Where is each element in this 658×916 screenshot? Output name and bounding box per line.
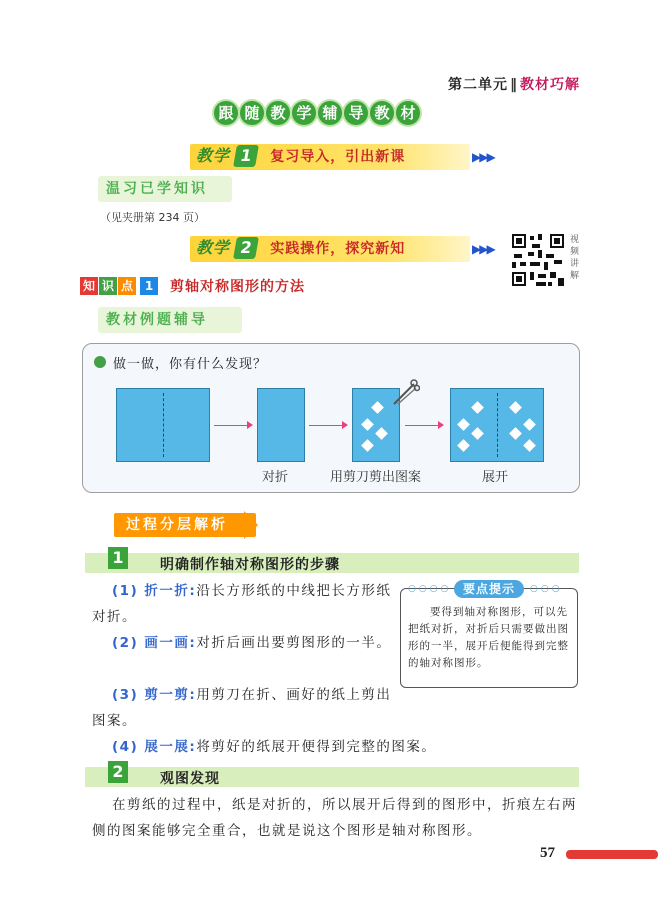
page-number: 57: [540, 845, 555, 861]
example-prompt: 做一做，你有什么发现？: [113, 357, 268, 372]
fold-line: [163, 393, 164, 457]
tip-title: 要点提示: [454, 580, 524, 598]
step1-title: 明确制作轴对称图形的步骤: [160, 557, 340, 573]
step1-item-3: [92, 682, 392, 734]
caption-cut: 用剪刀剪出图案: [330, 470, 422, 485]
step2-title: 观图发现: [160, 771, 220, 787]
arrow-head-icon: [438, 421, 444, 429]
arrow-head-icon: [247, 421, 253, 429]
paper-rectangle: [116, 388, 210, 462]
teach1-number: 1: [233, 145, 259, 167]
banner-char: 导: [344, 101, 368, 125]
step-label: (1) 折一折:: [112, 583, 197, 599]
bullet-icon: [94, 356, 106, 368]
teach1-label: 教学: [196, 146, 231, 165]
triple-arrow-icon: ▶▶▶: [472, 242, 494, 256]
tip-dots-right: ○○○: [530, 584, 563, 594]
step1-item-2: [92, 630, 392, 656]
banner-char: 辅: [318, 101, 342, 125]
step-text: 将剪好的纸展开便得到完整的图案。: [196, 739, 437, 755]
step2-number: 2: [108, 761, 128, 783]
kp-char: 点: [118, 277, 136, 295]
step-text: 对折后画出要剪图形的一半。: [196, 635, 392, 651]
scissors-icon: [390, 378, 420, 408]
page-bar: [566, 850, 658, 859]
banner-char: 材: [396, 101, 420, 125]
qr-side-text: 视频讲解: [570, 235, 580, 281]
paper-unfolded: [450, 388, 544, 462]
banner-char: 随: [240, 101, 264, 125]
kp-number: 1: [140, 277, 158, 295]
step1-number: 1: [108, 547, 128, 569]
teach1-text: 复习导入，引出新课: [270, 149, 406, 165]
banner-char: 教: [266, 101, 290, 125]
paper-folded: [257, 388, 305, 462]
arrow-icon: [309, 425, 343, 426]
teach2-label: 教学: [196, 238, 231, 257]
analysis-arrow-icon: [244, 511, 258, 539]
arrow-icon: [214, 425, 248, 426]
banner-char: 跟: [214, 101, 238, 125]
unit-label: 第二单元: [448, 77, 508, 93]
banner-char: 学: [292, 101, 316, 125]
step-label: (2) 画一画:: [112, 635, 197, 651]
kp-char: 识: [99, 277, 117, 295]
example-tag-label: 教材例题辅导: [106, 312, 208, 328]
review-tag-label: 温习已学知识: [106, 181, 208, 197]
qr-code-icon[interactable]: [510, 232, 566, 288]
banner-char: 教: [370, 101, 394, 125]
step-label: (4) 展一展:: [112, 739, 197, 755]
knowledge-title: 剪轴对称图形的方法: [170, 279, 305, 295]
teach2-text: 实践操作，探究新知: [270, 241, 406, 257]
review-note: （见夹册第 234 页）: [100, 211, 205, 224]
teach2-heading: [196, 235, 405, 259]
fold-line: [497, 393, 498, 457]
example-tag: [98, 307, 242, 333]
caption-unfold: 展开: [482, 470, 509, 485]
tip-text: 要得到轴对称图形，可以先把纸对折，对折后只需要做出图形的一半，展开后便能得到完整的轴对称图形。: [408, 606, 569, 669]
teach1-heading: [196, 143, 405, 167]
step-text: 沿长方形纸的中线把长方形纸对折。: [92, 583, 392, 625]
analysis-label: 过程分层解析: [114, 513, 256, 537]
banner: [212, 94, 444, 134]
teach2-number: 2: [233, 237, 259, 259]
review-tag: [98, 176, 232, 202]
step2-text: 在剪纸的过程中，纸是对折的，所以展开后得到的图形中，折痕左右两侧的图案能够完全重合，也就是说这个图形是轴对称图形。: [92, 797, 577, 839]
step-text: 用剪刀在折、画好的纸上剪出图案。: [92, 687, 392, 729]
arrow-icon: [405, 425, 439, 426]
step-label: (3) 剪一剪:: [112, 687, 197, 703]
arrow-head-icon: [342, 421, 348, 429]
section-title: 教材巧解: [520, 77, 580, 93]
step1-item-4: [92, 734, 572, 760]
header-separator: ‖: [510, 77, 518, 93]
kp-char: 知: [80, 277, 98, 295]
step1-item-1: [92, 578, 392, 630]
running-header: [448, 74, 580, 94]
triple-arrow-icon: ▶▶▶: [472, 150, 494, 164]
tip-dots-left: ○○○○: [408, 584, 452, 594]
knowledge-point-tag: [80, 275, 159, 295]
caption-fold: 对折: [262, 470, 289, 485]
